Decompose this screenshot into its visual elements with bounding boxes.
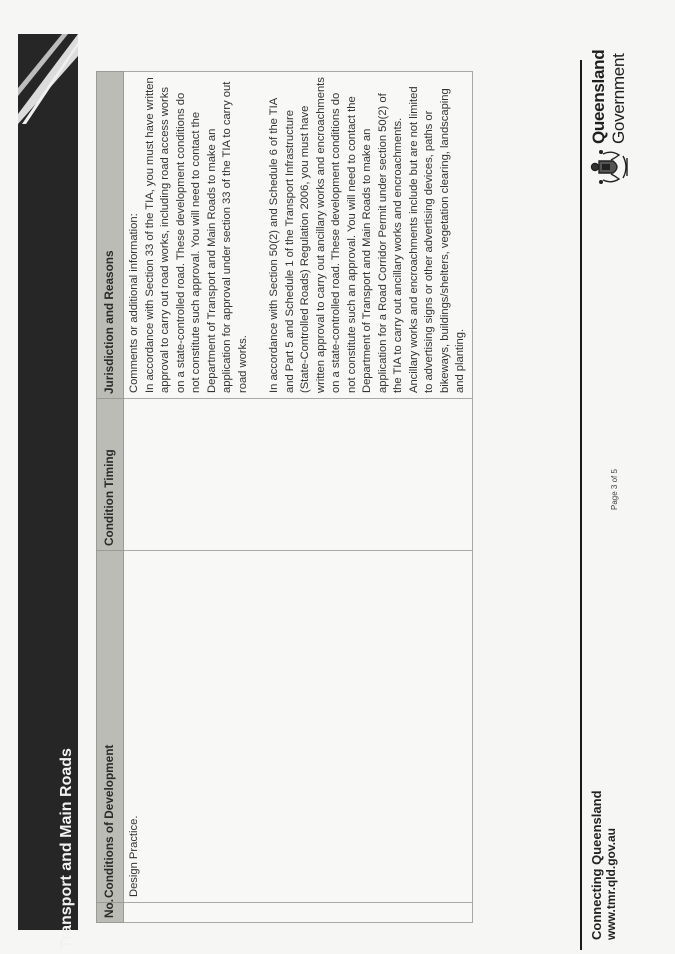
jurisdiction-paragraph-1: In accordance with Section 33 of the TIA, you must have written approval to carry out road works, including road access works on a state-controlled road. These development conditions do not constitute such approval. You will need to contact the Department of Transport and Main Roads to make an application for approval under section 33 of the TIA to carry out road works.	[143, 77, 249, 393]
table-header-row	[97, 72, 124, 923]
cell-no	[124, 903, 473, 923]
cell-timing	[124, 399, 473, 551]
cell-condition: Design Practice.	[124, 551, 473, 903]
cell-jurisdiction	[124, 72, 473, 399]
jurisdiction-intro: Comments or additional information:	[128, 213, 140, 393]
column-header-jurisdiction: Jurisdiction and Reasons	[97, 72, 124, 399]
queensland-government-logo	[587, 49, 635, 188]
page-number: Page 3 of 5	[610, 469, 619, 510]
column-header-no: No.	[97, 903, 124, 923]
footer-tagline: Connecting Queensland	[589, 790, 604, 940]
coat-of-arms-icon	[589, 146, 633, 188]
jurisdiction-paragraph-2: In accordance with Section 50(2) and Schedule 6 of the TIA and Part 5 and Schedule 1 of the Transport Infrastructure (State-Controlled Roads) Regulation 2006, you must have written approval to carry out ancillary works and encroachments on a state-controlled road. These development conditions do not constitute such an approval. You will need to contact the Department of Transport and Main Roads to make an application for a Road Corridor Permit under section 50(2) of the TIA to carry out ancillary works and encroachments. Ancillary works and encroachments include but are not limited to advertising signs or other advertising devices, paths or bikeways, buildings/shelters, vegetation clearing, landscaping and planting.	[268, 77, 466, 393]
footer-divider	[580, 60, 582, 950]
document-page	[82, 49, 642, 950]
table-row	[124, 72, 473, 923]
header-banner	[18, 34, 78, 949]
conditions-table	[96, 71, 473, 923]
column-header-conditions: Conditions of Development	[97, 551, 124, 903]
department-title: Transport and Main Roads	[58, 748, 75, 949]
footer-branding	[590, 790, 618, 940]
column-header-timing: Condition Timing	[97, 399, 124, 551]
banner-stripes-graphic	[18, 34, 78, 124]
footer-website-link[interactable]: www.tmr.qld.gov.au	[604, 827, 618, 940]
logo-text-queensland: Queensland	[589, 49, 608, 144]
logo-text-government: Government	[609, 53, 628, 144]
